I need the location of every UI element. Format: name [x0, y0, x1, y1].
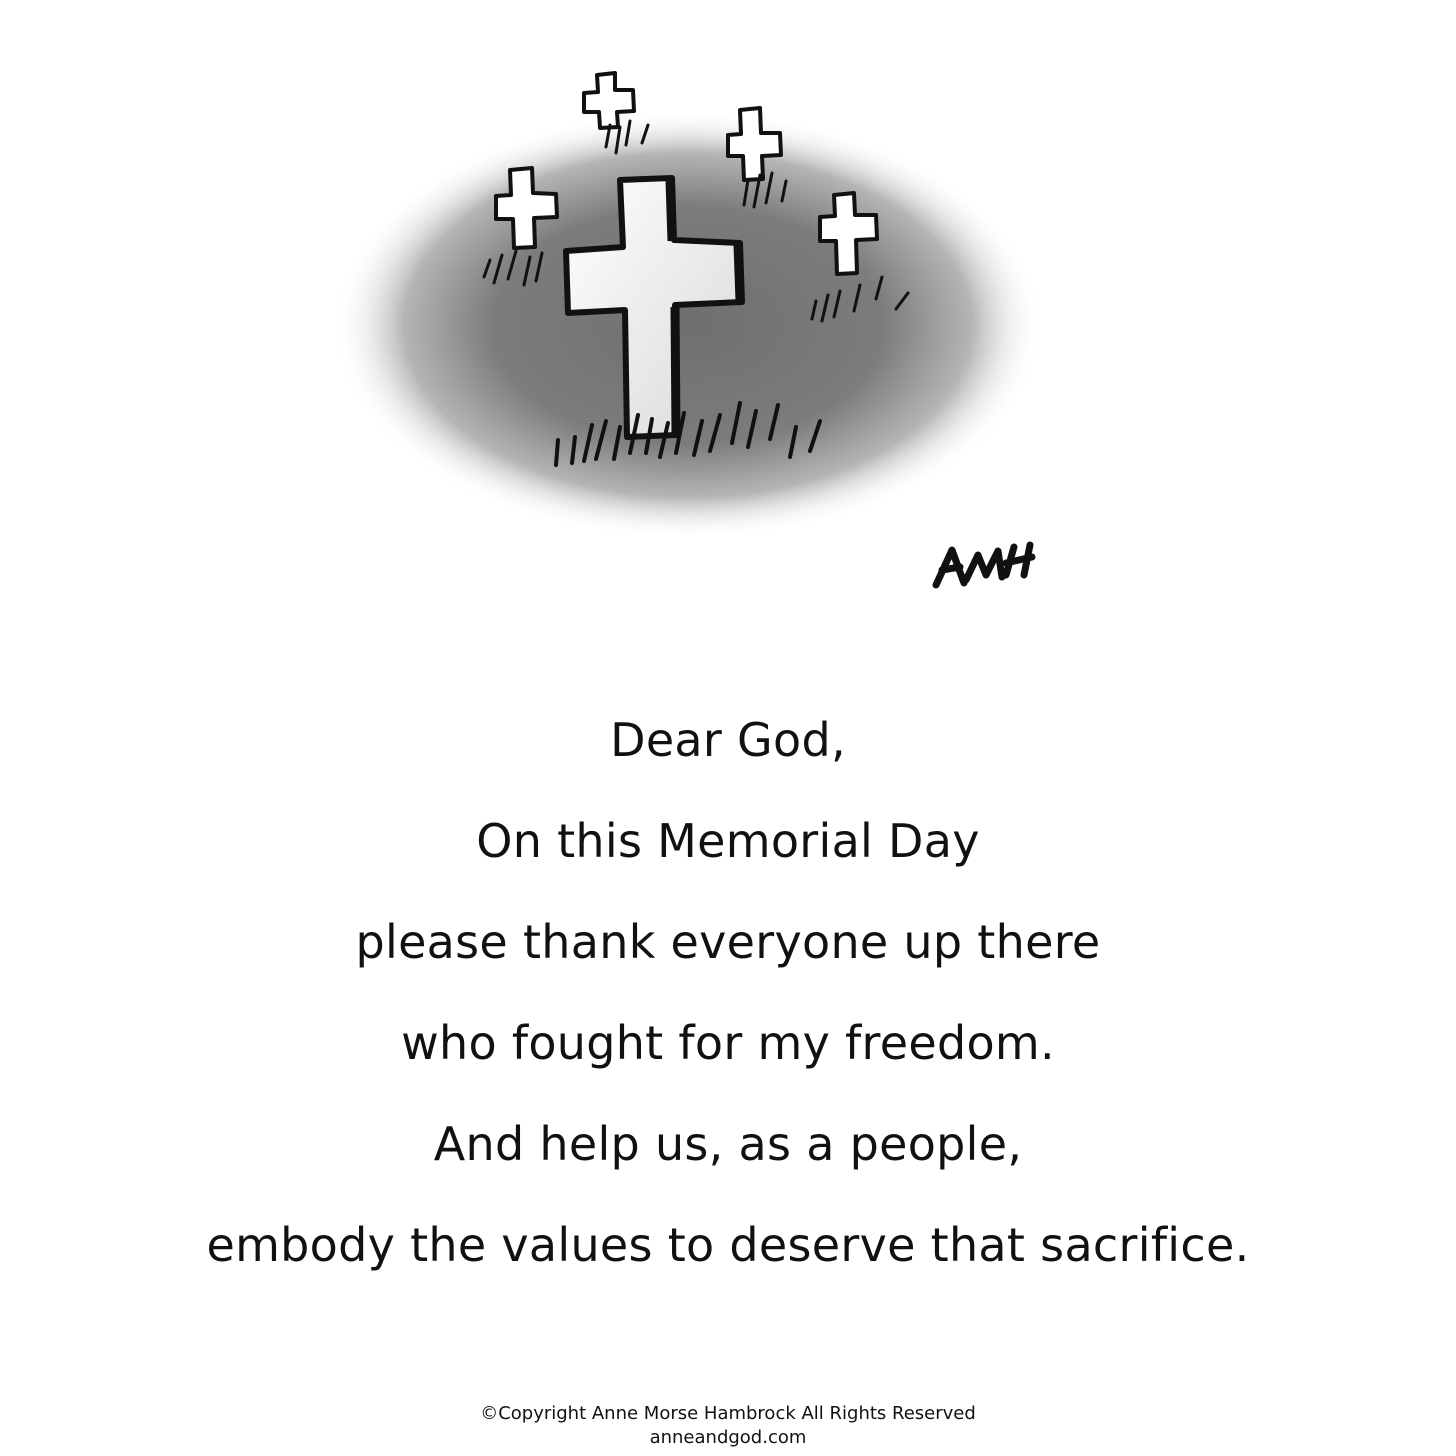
prayer-line: please thank everyone up there: [355, 915, 1101, 969]
gray-shadow-halo: [333, 110, 1043, 540]
prayer-text: [0, 690, 1456, 1296]
website-link[interactable]: anneandgod.com: [649, 1427, 807, 1448]
prayer-line: who fought for my freedom.: [401, 1016, 1055, 1070]
prayer-line: And help us, as a people,: [433, 1117, 1023, 1171]
memorial-cross-illustration: [330, 55, 1050, 595]
footer: [0, 1402, 1456, 1450]
prayer-line: On this Memorial Day: [476, 814, 980, 868]
artist-signature: [936, 545, 1032, 585]
prayer-line-greeting: Dear God,: [610, 713, 846, 767]
cemetery-crosses-drawing: [330, 55, 1050, 595]
copyright-notice: ©Copyright Anne Morse Hambrock All Rights Reserved: [480, 1403, 976, 1424]
prayer-line: embody the values to deserve that sacrifice.: [206, 1218, 1250, 1272]
